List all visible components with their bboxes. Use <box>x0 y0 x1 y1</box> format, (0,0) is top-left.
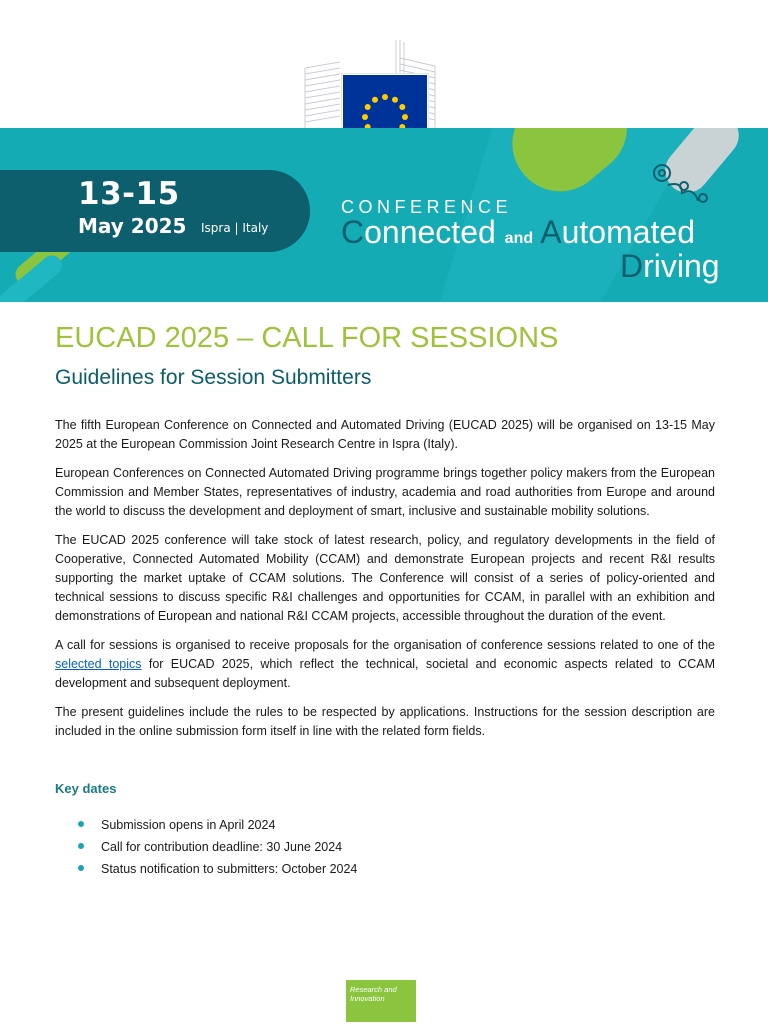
bullet-icon <box>78 865 84 871</box>
badge-line-2: Innovation <box>350 994 385 1003</box>
list-item <box>78 859 357 881</box>
key-dates-heading: Key dates <box>55 781 117 796</box>
list-item <box>78 837 357 859</box>
conference-label: CONFERENCE <box>341 197 513 217</box>
driving-initial: D <box>620 248 644 284</box>
document-subtitle: Guidelines for Session Submitters <box>55 366 372 389</box>
driving-rest: riving <box>643 248 720 284</box>
automated-initial: A <box>540 214 562 250</box>
paragraph-conference: The EUCAD 2025 conference will take stock of latest research, policy, and regulatory developments in the field of Cooperative, Connected Automated Mobility (CCAM) and demonstrate European projects and recent R&I results supporting the market uptake of CCAM solutions. The Conference will consist of a series of policy-oriented and technical sessions to discuss specific R&I challenges and opportunities for CCAM, in parallel with an exhibition and demonstrations of European and national R&I CCAM projects, accessible throughout the duration of the event. <box>55 533 715 623</box>
paragraph-call-end: for EUCAD 2025, which reflect the technical, societal and economic aspects related to CCAM development and subsequent deployment. <box>55 657 715 690</box>
event-month-year: May 2025 <box>78 214 187 238</box>
document-body <box>55 416 715 751</box>
document-title: EUCAD 2025 – CALL FOR SESSIONS <box>55 322 559 354</box>
list-item <box>78 815 357 837</box>
key-date-text: Call for contribution deadline: 30 June 2024 <box>101 840 343 854</box>
paragraph-call-start: A call for sessions is organised to receive proposals for the organisation of conference sessions related to one of the <box>55 638 715 652</box>
selected-topics-link[interactable]: selected topics <box>55 657 142 671</box>
event-dates: 13-15 <box>78 176 180 212</box>
paragraph-guidelines: The present guidelines include the rules to be respected by applications. Instructions for the session description are included in the online submission form itself in line with the related form fields. <box>55 705 715 738</box>
conference-title-line-2 <box>620 248 720 285</box>
paragraph-intro: The fifth European Conference on Connected and Automated Driving (EUCAD 2025) will be organised on 13-15 May 2025 at the European Commission Joint Research Centre in Ispra (Italy). <box>55 418 715 451</box>
key-date-text: Status notification to submitters: October 2024 <box>101 862 358 876</box>
and-word: and <box>504 230 534 247</box>
paragraph-call <box>55 636 715 693</box>
key-date-text: Submission opens in April 2024 <box>101 818 276 832</box>
connected-initial: C <box>341 214 365 250</box>
paragraph-programme: European Conferences on Connected Automated Driving programme brings together policy makers from the European Commission and Member States, representatives of industry, academia and road authorities from Europe and around the world to discuss the development and deployment of smart, inclusive and sustainable mobility solutions. <box>55 466 715 518</box>
bullet-icon <box>78 843 84 849</box>
automated-rest: utomated <box>561 214 696 250</box>
conference-banner <box>0 128 768 302</box>
connected-rest: onnected <box>364 214 496 250</box>
research-innovation-badge <box>346 980 416 1022</box>
key-dates-list <box>78 815 357 881</box>
bullet-icon <box>78 821 84 827</box>
conference-title-line-1 <box>341 214 695 251</box>
badge-line-1: Research and <box>350 985 397 994</box>
event-location: Ispra | Italy <box>201 221 269 235</box>
